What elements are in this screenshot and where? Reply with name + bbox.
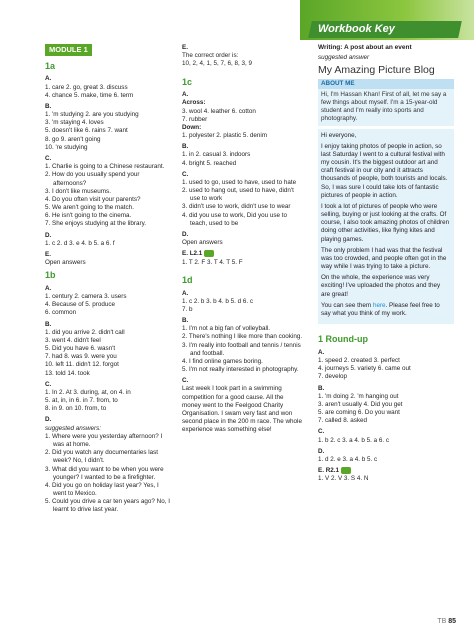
post-paragraph: I enjoy taking photos of people in action, so last Saturday I went to a cultural festival with my cousin. It's the biggest outdoor art and craft festival in our city and it attracts thousands of people, both tourists and locals. So, I was sure I could take lots of fantastic pictures of people in action.	[321, 142, 448, 199]
section-label	[182, 250, 304, 258]
about-me-label: ABOUT ME	[318, 79, 454, 89]
answer-line: 1. V 2. V 3. S 4. N	[318, 475, 369, 483]
answer-line: 13. told 14. took	[45, 369, 90, 377]
answer-line: 1. polyester 2. plastic 5. denim	[182, 132, 268, 140]
blog-title: My Amazing Picture Blog	[318, 63, 435, 76]
section-label: B.	[182, 143, 189, 151]
section-label: D.	[318, 447, 325, 455]
section-label: C.	[318, 428, 325, 436]
answer-line: 1. speed 2. created 3. perfect	[318, 357, 400, 364]
answer-line: 1. century 2. camera 3. users	[45, 293, 127, 301]
post-text: You can see them	[321, 301, 373, 309]
answer-line: 4. journeys 5. variety 6. came out	[318, 365, 411, 373]
answer-line: The correct order is:	[182, 52, 239, 60]
answer-line: 1. in 2. casual 3. indoors	[182, 151, 251, 159]
across-label: Across:	[182, 99, 206, 107]
answer-line: 1. care 2. go, great 3. discuss	[45, 83, 128, 91]
unit-1d-title: 1d	[182, 274, 193, 285]
answer-line: 5. at, in, in 6. in 7. from, to	[45, 397, 118, 405]
section-label: C.	[182, 377, 189, 385]
answer-line: 4. did you use to work, Did you use to teach, used to be	[182, 211, 288, 227]
section-label: D.	[45, 416, 52, 424]
answer-line: 2. Did you watch any documentaries last week? No, I didn't.	[45, 449, 159, 465]
answer-line: 6. common	[45, 309, 77, 317]
answer-line: 5. doesn't like 6. rains 7. want	[45, 127, 128, 135]
section-label: B.	[182, 317, 189, 325]
answer-line: 2. used to hang out, used to have, didn't use to work	[182, 187, 294, 203]
answer-line: 1. used to go, used to have, used to hate	[182, 178, 297, 186]
answer-line: 1. T 2. F 3. T 4. T 5. F	[182, 258, 243, 266]
answer-line: 7. called 8. asked	[318, 417, 368, 425]
section-label: D.	[182, 230, 189, 238]
answer-line: 1. d 2. e 3. a 4. b 5. c	[318, 455, 378, 463]
answer-line: 1. c 2. b 3. b 4. b 5. d 6. c	[182, 297, 254, 305]
answer-line: 1. Charlie is going to a Chinese restaurant.	[45, 163, 165, 171]
unit-1c-title: 1c	[182, 76, 193, 87]
page-title: Workbook Key	[318, 23, 395, 35]
section-label: B.	[45, 320, 52, 328]
section-label: B.	[318, 384, 325, 392]
answer-line: 5. are coming 6. Do you want	[318, 409, 400, 417]
answer-line: 3. I'm really into football and tennis / tennis and football.	[182, 341, 301, 357]
post-paragraph: On the whole, the experience was very exciting! I've uploaded the photos and they are great!	[321, 274, 441, 298]
answer-line: 1. b 2. c 3. a 4. b 5. a 6. c	[318, 436, 390, 444]
answer-paragraph: Last week I took part in a swimming competition for a good cause. All the money went to the Feelgood Charity Organisation. I swam very fast and won second place in the 200 m race. The whole experience was something else!	[182, 385, 302, 434]
answer-line: 4. bright 5. reached	[182, 159, 237, 167]
answer-line: 2. How do you usually spend your afternoons?	[45, 171, 140, 187]
post-greeting: Hi everyone,	[321, 131, 357, 139]
section-label: C.	[45, 154, 52, 162]
post-text: . Please feel free to say what you think of my work.	[321, 301, 440, 317]
unit-1b-title: 1b	[45, 270, 56, 281]
answer-line: 7. b	[182, 305, 193, 313]
page-number	[437, 617, 456, 626]
section-label: E.	[45, 250, 51, 258]
section-label: B.	[45, 102, 52, 110]
section-label: C.	[182, 170, 189, 178]
post-paragraph: The only problem I had was that the festival was too crowded, and people often got in the way while I was trying to take a picture.	[321, 246, 447, 271]
answer-line: 10. left 11. didn't 12. forgot	[45, 361, 119, 369]
writing-heading: Writing: A post about an event	[318, 44, 412, 51]
answer-line: 3. What did you want to be when you were younger? I wanted to be a firefighter.	[45, 465, 164, 481]
about-me-body: Hi, I'm Hassan Khan! First of all, let me say a few things about myself. I'm a 15-year-old student and I'm really into sports and photography.	[318, 89, 454, 126]
answer-line: 4. Do you often visit your parents?	[45, 195, 141, 203]
section-label: A.	[318, 348, 325, 356]
column-2	[182, 44, 304, 434]
answer-line: 1. c 2. d 3. e 4. b 5. a 6. f	[45, 239, 115, 247]
answer-line: 4. chance 5. make, time 6. term	[45, 91, 134, 99]
answer-line: 2. There's nothing I like more than cooking.	[182, 333, 303, 341]
answer-line: 3. aren't usually 4. Did you get	[318, 400, 403, 408]
answer-line: Open answers	[45, 259, 86, 267]
answer-line: 4. Did you go on holiday last year? Yes, I went to Mexico.	[45, 481, 159, 498]
answer-line: 1. 'm studying 2. are you studying	[45, 111, 139, 119]
section-label: C.	[45, 380, 52, 388]
answer-line: 7. develop	[318, 373, 348, 381]
answer-line: 1. In 2. At 3. during, at, on 4. in	[45, 388, 131, 396]
suggested-label: suggested answers:	[45, 424, 102, 432]
section-label	[318, 467, 454, 475]
answer-line: 8. in 9. on 10. from, to	[45, 405, 107, 413]
section-label: D.	[45, 231, 52, 239]
answer-line: 10, 2, 4, 1, 5, 7, 6, 8, 3, 9	[182, 60, 253, 68]
module-label: MODULE 1	[45, 44, 92, 56]
answer-line: 8. go 9. aren't going	[45, 135, 101, 143]
answer-line: 3. went 4. didn't feel	[45, 336, 101, 344]
answer-line: 3. didn't use to work, didn't use to wear	[182, 203, 291, 211]
column-1	[45, 44, 173, 515]
answer-line: 7. rubber	[182, 115, 208, 123]
section-label: A.	[45, 75, 52, 83]
answer-line: 3. 'm staying 4. loves	[45, 119, 104, 127]
page-number-value: 85	[448, 617, 456, 625]
column-3	[318, 44, 454, 484]
section-label: A.	[182, 289, 189, 297]
post-paragraph: I took a lot of pictures of people who were selling, buying or just looking at the crafts. Of course, I also took amazing photos of children doing other activities, like flying kites and playing games.	[321, 202, 450, 243]
unit-1a-title: 1a	[45, 60, 56, 71]
audio-icon	[204, 250, 214, 257]
answer-line: Open answers	[182, 239, 223, 247]
answer-line: 5. Did you have 6. wasn't	[45, 345, 116, 353]
answer-line: 6. He isn't going to the cinema.	[45, 212, 132, 220]
answer-line: 5. I'm not really interested in photography.	[182, 366, 299, 374]
answer-line: 10. 're studying	[45, 143, 88, 151]
roundup-title: 1 Round-up	[318, 334, 368, 345]
answer-line: 5. We aren't going to the match.	[45, 204, 134, 212]
page-prefix: TB	[437, 617, 447, 625]
section-label-text: E. R2.1	[318, 467, 339, 475]
answer-line: 3. wool 4. leather 6. cotton	[182, 107, 256, 115]
answer-line: 1. did you arrive 2. didn't call	[45, 328, 125, 336]
section-label: A.	[182, 91, 189, 99]
answer-line: 1. 'm doing 2. 'm hanging out	[318, 392, 399, 400]
down-label: Down:	[182, 123, 202, 131]
answer-line: 7. had 8. was 9. were you	[45, 353, 117, 361]
answer-line: 1. Where were you yesterday afternoon? I was at home.	[45, 432, 163, 448]
answer-line: 5. Could you drive a car ten years ago? No, I learnt to drive last year.	[45, 498, 170, 514]
answer-line: 4. Because of 5. produce	[45, 301, 116, 309]
post-paragraph	[321, 302, 451, 318]
section-label-text: E. L2.1	[182, 250, 203, 258]
answer-line: 3. I don't like museums.	[45, 187, 111, 195]
here-link[interactable]: here	[372, 301, 386, 309]
audio-icon	[341, 467, 351, 474]
section-label: A.	[45, 284, 52, 292]
answer-line: 4. I find online games boring.	[182, 357, 263, 365]
answer-line: 1. I'm not a big fan of volleyball.	[182, 325, 271, 333]
blog-post	[318, 129, 454, 325]
section-label: E.	[182, 44, 188, 51]
answer-line: 7. She enjoys studying at the library.	[45, 220, 147, 228]
suggested-label: suggested answer	[318, 54, 370, 62]
